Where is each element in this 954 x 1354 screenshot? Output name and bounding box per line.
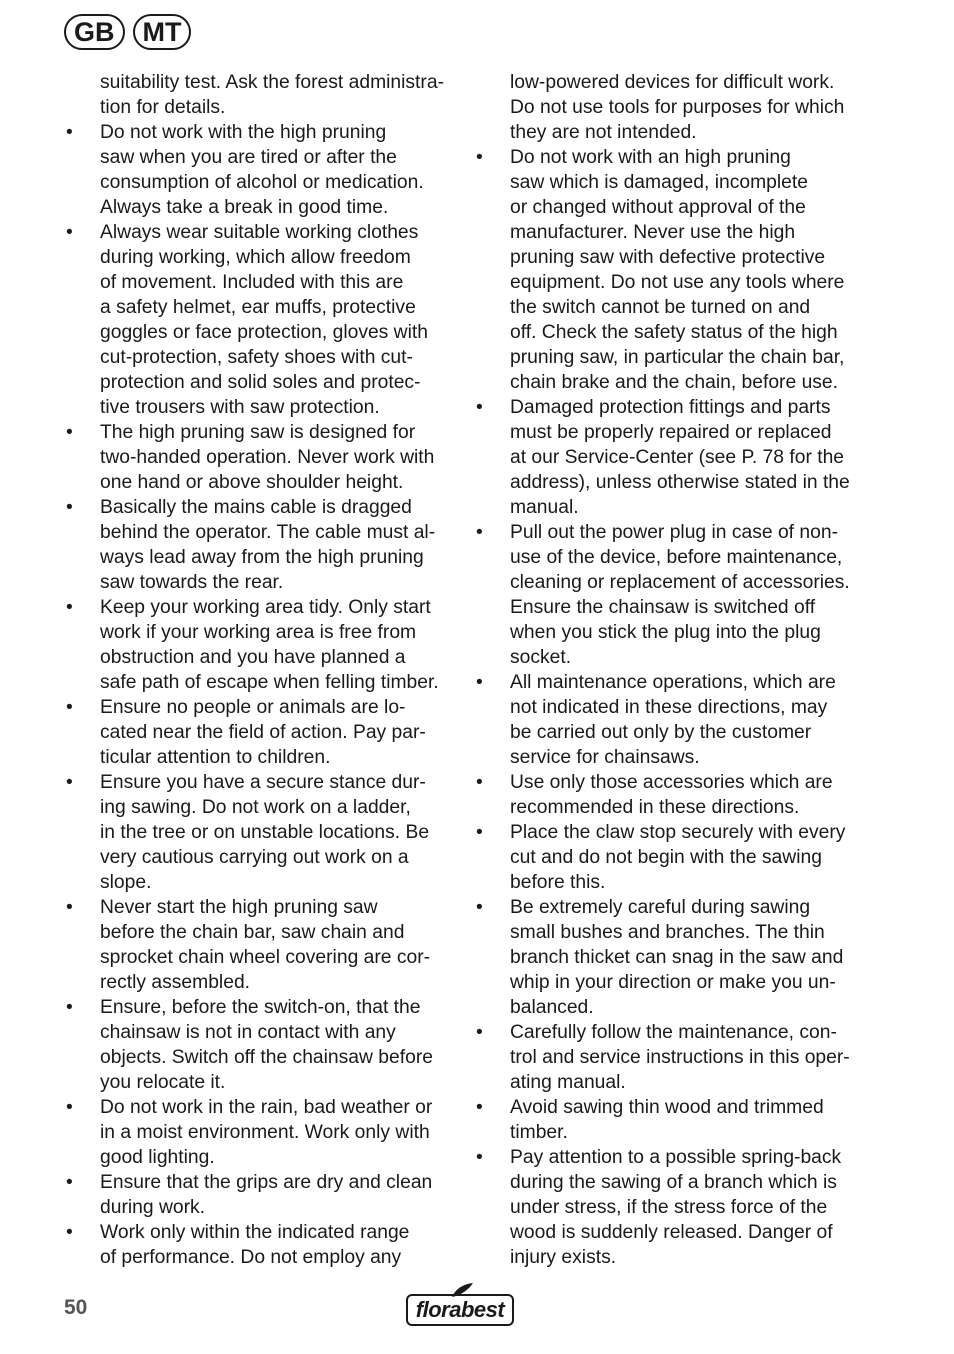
bullet-icon: • xyxy=(66,497,73,518)
safety-list xyxy=(472,145,864,1270)
bullet-icon: • xyxy=(66,422,73,443)
list-item xyxy=(62,1170,454,1220)
bullet-icon: • xyxy=(476,822,483,843)
list-item-text: Pay attention to a possible spring-back during the sawing of a branch which is under stress, if the stress force of the wood is suddenly released. Danger of injury exists. xyxy=(510,1147,842,1268)
language-badges xyxy=(64,14,191,50)
bullet-icon: • xyxy=(476,1097,483,1118)
bullet-icon: • xyxy=(476,1022,483,1043)
bullet-icon: • xyxy=(476,897,483,918)
bullet-icon: • xyxy=(66,222,73,243)
bullet-icon: • xyxy=(476,772,483,793)
bullet-icon: • xyxy=(66,1172,73,1193)
language-badge-mt: MT xyxy=(133,14,192,50)
list-item-text: Do not work with an high pruning saw which is damaged, incomplete or changed without approval of the manufacturer. Never use the high pruning saw with defective protective equipment. Do not use any tools where the switch cannot be turned on and off. Check the safety status of the high pruning saw, in particular the chain bar, chain brake and the chain, before use. xyxy=(510,147,845,393)
list-item-text: Do not work with the high pruning saw when you are tired or after the consumption of alcohol or medication. Always take a break in good time. xyxy=(100,122,424,218)
list-item xyxy=(472,670,864,770)
bullet-icon: • xyxy=(476,147,483,168)
list-item-text: All maintenance operations, which are not indicated in these directions, may be carried out only by the customer service for chainsaws. xyxy=(510,672,836,768)
list-item xyxy=(62,220,454,420)
list-item xyxy=(62,420,454,495)
bullet-icon: • xyxy=(66,122,73,143)
bullet-icon: • xyxy=(476,397,483,418)
list-item-text: Work only within the indicated range of performance. Do not employ any xyxy=(100,1222,410,1268)
safety-list xyxy=(62,120,454,1270)
bullet-icon: • xyxy=(66,697,73,718)
list-item xyxy=(472,1020,864,1095)
brand-logo xyxy=(404,1282,516,1328)
list-item xyxy=(62,695,454,770)
list-item xyxy=(62,120,454,220)
list-item-text: Avoid sawing thin wood and trimmed timber. xyxy=(510,1097,824,1143)
bullet-icon: • xyxy=(476,522,483,543)
language-badge-gb: GB xyxy=(64,14,125,50)
continuation-lines: low-powered devices for difficult work. Do not use tools for purposes for which they are not intended. xyxy=(510,72,845,143)
list-item-text: Ensure, before the switch-on, that the chainsaw is not in contact with any objects. Switch off the chainsaw before you relocate it. xyxy=(100,997,433,1093)
list-item-text: Basically the mains cable is dragged behind the operator. The cable must al- ways lead away from the high pruning saw towards the rear. xyxy=(100,497,436,593)
bullet-icon: • xyxy=(476,1147,483,1168)
list-item xyxy=(472,895,864,1020)
list-item-text: Carefully follow the maintenance, con- trol and service instructions in this oper- ating manual. xyxy=(510,1022,850,1093)
list-item xyxy=(62,770,454,895)
list-item-text: Damaged protection fittings and parts must be properly repaired or replaced at our Service-Center (see P. 78 for the address), unless otherwise stated in the manual. xyxy=(510,397,850,518)
list-item-text: Ensure no people or animals are lo- cated near the field of action. Pay par- ticular attention to children. xyxy=(100,697,426,768)
bullet-icon: • xyxy=(66,1222,73,1243)
list-item-text: Keep your working area tidy. Only start work if your working area is free from obstruction and you have planned a safe path of escape when felling timber. xyxy=(100,597,439,693)
list-item-text: Do not work in the rain, bad weather or in a moist environment. Work only with good lighting. xyxy=(100,1097,433,1168)
list-item xyxy=(62,1095,454,1170)
bullet-icon: • xyxy=(476,672,483,693)
list-item xyxy=(62,595,454,695)
page-number: 50 xyxy=(64,1296,88,1319)
bullet-icon: • xyxy=(66,897,73,918)
list-item xyxy=(472,1145,864,1270)
list-item-text: Be extremely careful during sawing small bushes and branches. The thin branch thicket can snag in the saw and whip in your direction or make you un- balanced. xyxy=(510,897,844,1018)
list-item-text: The high pruning saw is designed for two-handed operation. Never work with one hand or above shoulder height. xyxy=(100,422,435,493)
list-item-text: Use only those accessories which are recommended in these directions. xyxy=(510,772,833,818)
list-item-text: Pull out the power plug in case of non- use of the device, before maintenance, cleaning or replacement of accessories. Ensure the chainsaw is switched off when you stick the plug into the plug socket. xyxy=(510,522,850,668)
list-item-text: Never start the high pruning saw before the chain bar, saw chain and sprocket chain wheel covering are cor- rectly assembled. xyxy=(100,897,431,993)
bullet-icon: • xyxy=(66,597,73,618)
bullet-icon: • xyxy=(66,1097,73,1118)
list-item-text: Place the claw stop securely with every cut and do not begin with the sawing before this. xyxy=(510,822,846,893)
continuation-lines: suitability test. Ask the forest administra- tion for details. xyxy=(100,72,444,118)
list-item xyxy=(62,995,454,1095)
continuation-text xyxy=(472,70,864,145)
list-item xyxy=(62,1220,454,1270)
list-item xyxy=(472,1095,864,1145)
list-item-text: Always wear suitable working clothes during working, which allow freedom of movement. Included with this are a safety helmet, ear muffs, protective goggles or face protection, gloves with cut-protection, safety shoes with cut- protection and solid soles and protec- tive trousers with saw protection. xyxy=(100,222,428,418)
list-item-text: Ensure you have a secure stance dur- ing sawing. Do not work on a ladder, in the tree or on unstable locations. Be very cautious carrying out work on a slope. xyxy=(100,772,430,893)
list-item-text: Ensure that the grips are dry and clean during work. xyxy=(100,1172,433,1218)
left-column xyxy=(62,70,454,1270)
continuation-text xyxy=(62,70,454,120)
list-item xyxy=(472,395,864,520)
bullet-icon: • xyxy=(66,997,73,1018)
list-item xyxy=(472,770,864,820)
list-item xyxy=(62,495,454,595)
bullet-icon: • xyxy=(66,772,73,793)
list-item xyxy=(472,820,864,895)
list-item xyxy=(472,145,864,395)
list-item xyxy=(472,520,864,670)
right-column xyxy=(472,70,864,1270)
list-item xyxy=(62,895,454,995)
brand-logo-text: florabest xyxy=(406,1294,514,1326)
